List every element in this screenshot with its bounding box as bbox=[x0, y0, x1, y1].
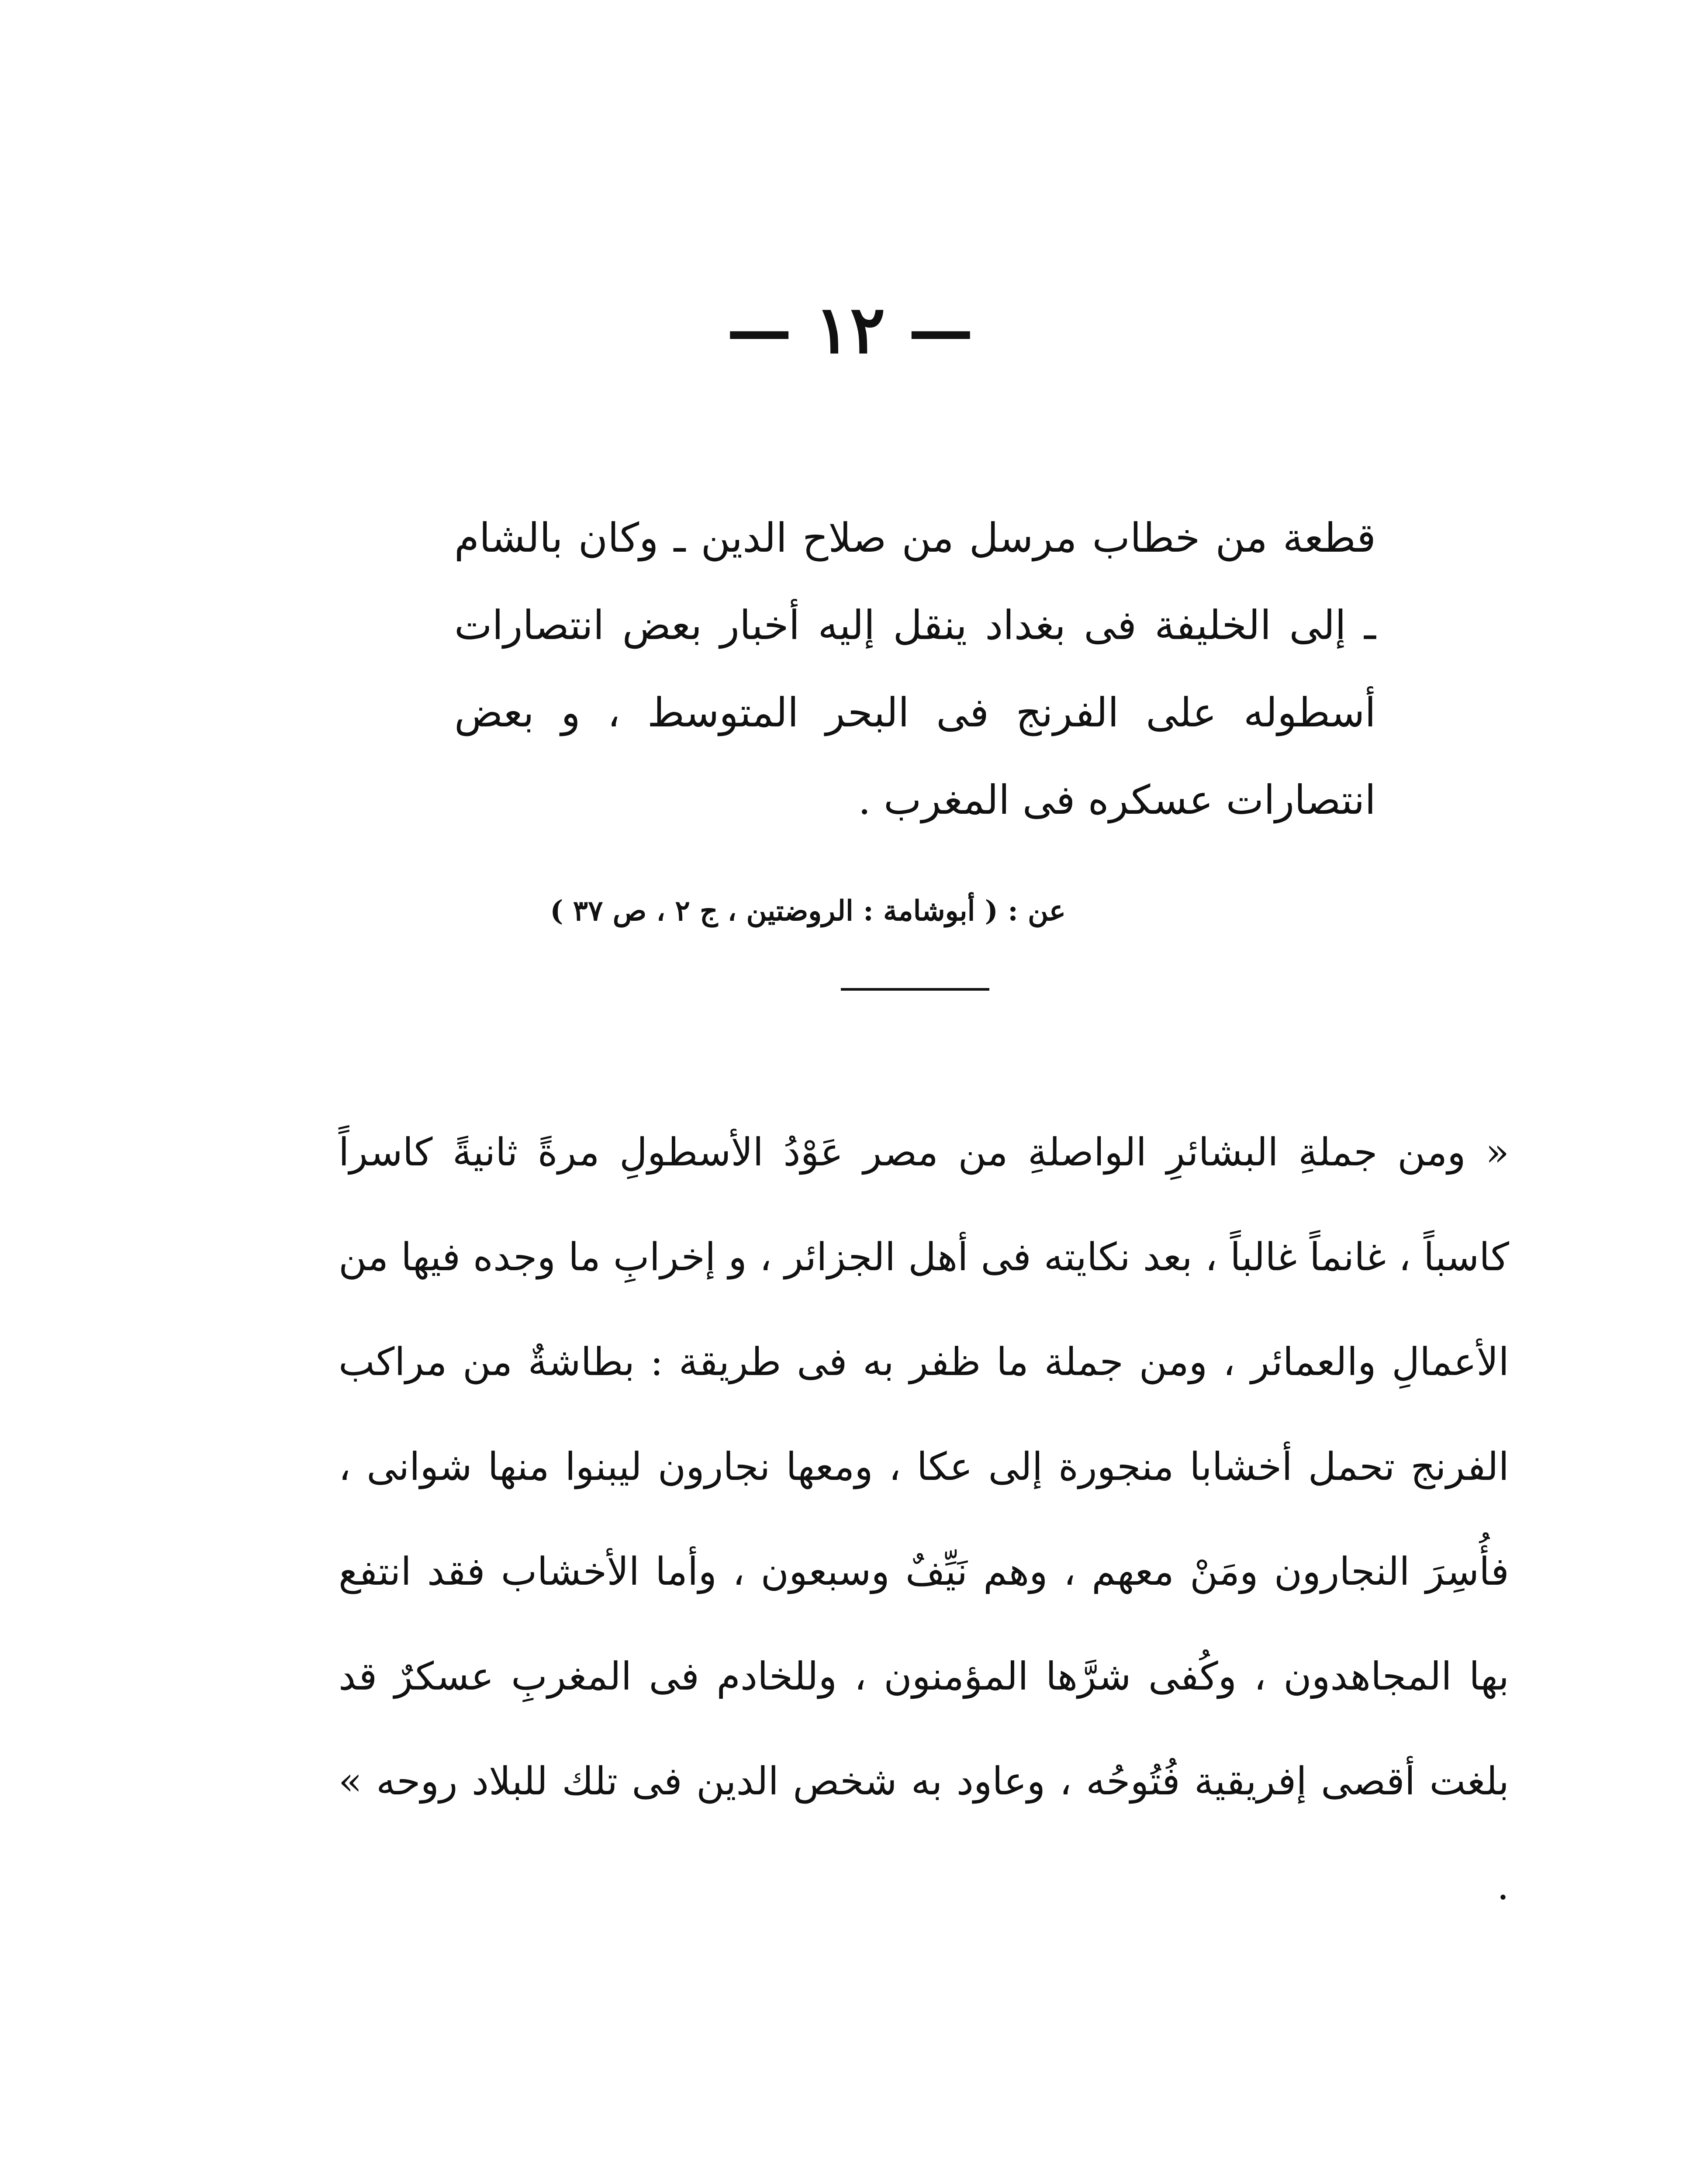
intro-paragraph: قطعة من خطاب مرسل من صلاح الدين ـ وكان بالشام ـ إلى الخليفة فى بغداد ينقل إليه أخبار بعض انتصارات أسطوله على الفرنج فى البحر المتوسط ، و بعض انتصارات عسكره فى المغرب . bbox=[454, 515, 1376, 823]
source-citation: عن : ( أبوشامة : الروضتين ، ج ٢ ، ص ٣٧ ) bbox=[550, 895, 1066, 927]
quoted-letter-excerpt: « ومن جملةِ البشائرِ الواصلةِ من مصر عَوْدُ الأسطولِ مرةً ثانيةً كاسراً كاسباً ، غانماً غالباً ، بعد نكايته فى أهل الجزائر ، و إخرابِ ما وجده فيها من الأعمالِ والعمائر ، ومن جملة ما ظفر به فى طريقة : بطاشةٌ من مراكب الفرنج تحمل أخشابا منجورة إلى عكا ، ومعها نجارون ليبنوا منها شوانى ، فأُسِرَ النجارون ومَنْ معهم ، وهم نَيِّفٌ وسبعون ، وأما الأخشاب فقد انتفع بها المجاهدون ، وكُفى شرَّها المؤمنون ، وللخادم فى المغربِ عسكرٌ قد بلغت أقصى إفريقية فُتُوحُه ، وعاود به شخص الدين فى تلك للبلاد روحه » . bbox=[339, 1130, 1509, 1908]
page-number: — ١٢ — bbox=[726, 291, 974, 368]
section-divider bbox=[841, 988, 989, 991]
